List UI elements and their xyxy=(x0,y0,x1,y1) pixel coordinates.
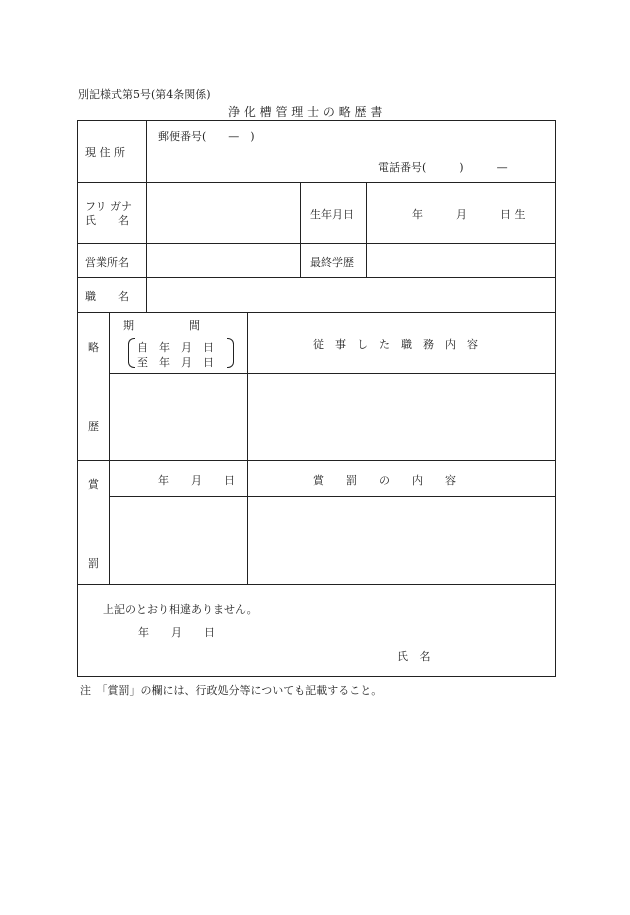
col-divider xyxy=(300,182,301,243)
row-divider xyxy=(77,182,556,183)
footnote: 注 「賞罰」の欄には、行政処分等についても記載すること。 xyxy=(80,684,383,697)
table-border-bottom xyxy=(77,676,556,677)
period-from: 自 年 月 日 xyxy=(137,341,214,354)
row-divider xyxy=(77,277,556,278)
row-divider xyxy=(77,584,556,585)
office-name-label: 営業所名 xyxy=(85,256,129,269)
name-label: 氏 名 xyxy=(85,214,129,227)
row-divider xyxy=(77,243,556,244)
period-label: 期 間 xyxy=(123,319,200,332)
form-title: 浄 化 槽 管 理 士 の 略 歴 書 xyxy=(228,105,383,119)
declaration-statement: 上記のとおり相違ありません。 xyxy=(103,603,258,616)
birth-date-label: 生年月日 xyxy=(310,208,354,221)
period-to: 至 年 月 日 xyxy=(137,356,214,369)
history-label-bottom: 歴 xyxy=(88,420,99,433)
history-label-top: 略 xyxy=(88,341,99,354)
phone-number-field[interactable]: 電話番号( ) — xyxy=(378,161,508,174)
form-id: 別記様式第5号(第4条関係) xyxy=(78,88,211,101)
declaration-name[interactable]: 氏 名 xyxy=(397,650,435,663)
open-bracket xyxy=(128,338,135,368)
declaration-date[interactable]: 年 月 日 xyxy=(138,626,215,639)
close-bracket xyxy=(227,338,234,368)
table-border-top xyxy=(77,120,556,121)
rewards-content-header: 賞 罰 の 内 容 xyxy=(313,474,456,487)
row-divider xyxy=(77,460,556,461)
education-label: 最終学歴 xyxy=(310,256,354,269)
position-label: 職 名 xyxy=(85,290,129,303)
row-divider xyxy=(109,496,556,497)
col-divider xyxy=(146,120,147,312)
col-divider xyxy=(366,243,367,277)
table-border-right xyxy=(555,120,556,677)
col-divider xyxy=(247,312,248,584)
row-divider xyxy=(77,312,556,313)
table-border-left xyxy=(77,120,78,677)
row-divider xyxy=(109,373,556,374)
birth-date-field[interactable]: 年 月 日 生 xyxy=(412,208,526,221)
rewards-label-bottom: 罰 xyxy=(88,557,99,570)
col-divider xyxy=(300,243,301,277)
furigana-label: フリ ガナ xyxy=(85,200,133,213)
col-divider xyxy=(109,312,110,584)
duties-label: 従 事 し た 職 務 内 容 xyxy=(313,338,478,351)
rewards-date-header: 年 月 日 xyxy=(158,474,235,487)
postal-code-field[interactable]: 郵便番号( — ) xyxy=(158,130,255,143)
address-label: 現 住 所 xyxy=(85,146,125,159)
rewards-label-top: 賞 xyxy=(88,478,99,491)
col-divider xyxy=(366,182,367,243)
